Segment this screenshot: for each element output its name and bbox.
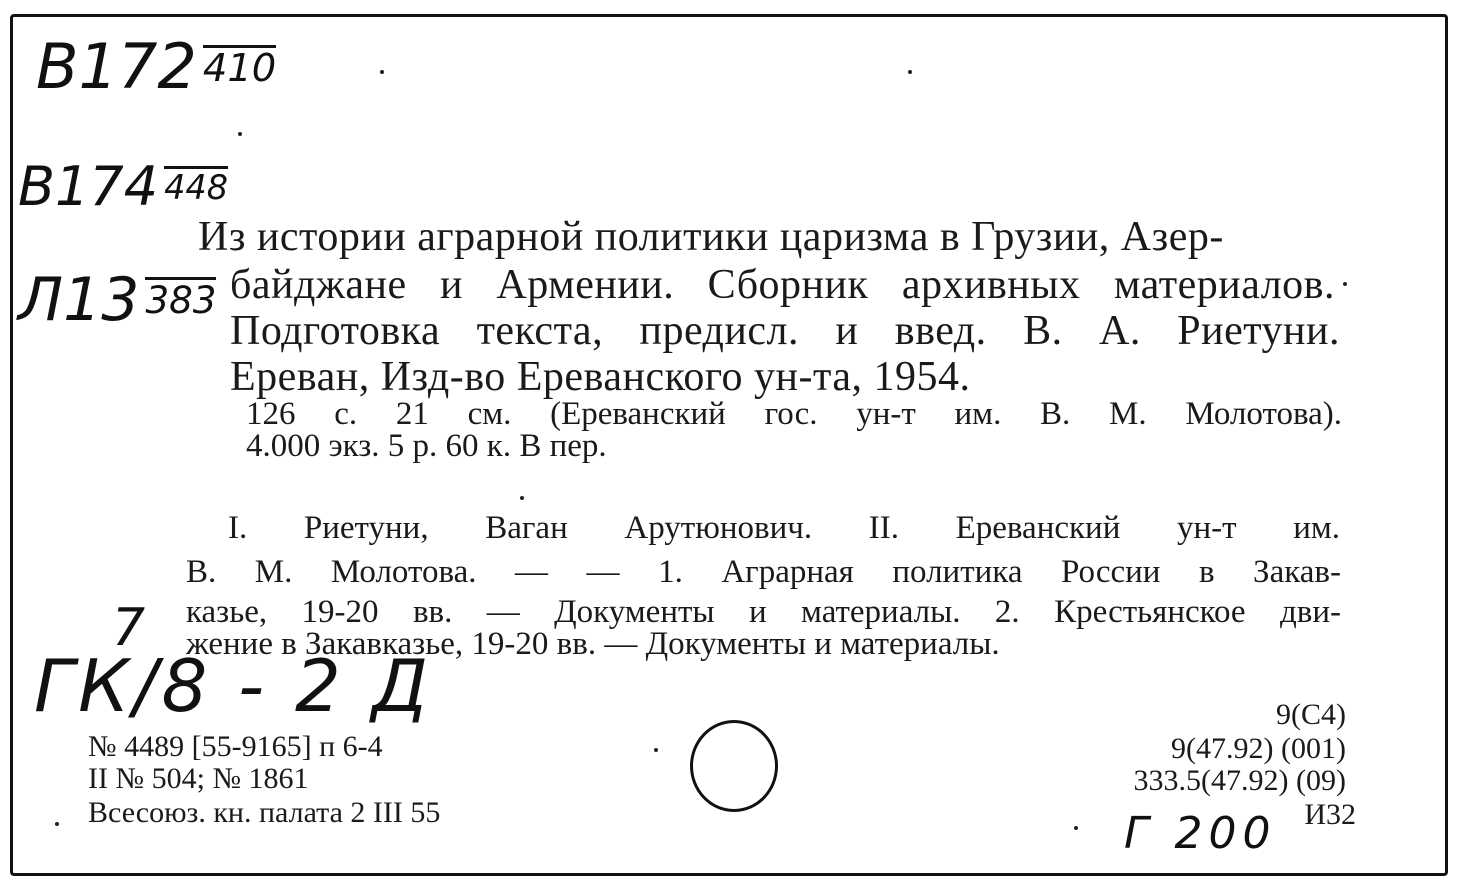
scan-speck [380,70,384,74]
scan-speck [520,496,524,500]
subject-line-4: жение в Закавказье, 19-20 вв. — Документы и материалы. [186,626,1000,662]
classification-line-4: И32 [1304,798,1356,831]
title-line-4: Ереван, Изд-во Ереванского ун-та, 1954. [230,354,971,400]
classification-line-1: 9(С4) [1276,698,1346,731]
subject-line-2: В. М. Молотова. — — 1. Аграрная политика России в Закав- [186,554,1341,590]
footer-left-line-3: Всесоюз. кн. палата 2 III 55 [88,796,441,829]
handwritten-code-5: 7 [112,598,146,658]
physical-line-1: 126 с. 21 см. (Ереванский гос. ун-т им. В. М. Молотова). [246,396,1342,432]
scan-speck [55,822,59,826]
footer-left-line-2: II № 504; № 1861 [88,762,309,795]
classification-line-3: 333.5(47.92) (09) [1133,764,1346,797]
stamp-circle [690,720,778,812]
scan-speck [1074,826,1078,830]
handwritten-code-4: ГК/8 - 2 Д [34,644,432,728]
footer-left-line-1: № 4489 [55-9165] п 6-4 [88,730,383,763]
subject-line-1: I. Риетуни, Ваган Арутюнович. II. Ереванский ун-т им. [228,510,1340,546]
title-line-1: Из истории аграрной политики царизма в Грузии, Азер- [198,214,1224,260]
scan-speck [654,748,658,752]
handwritten-code-6: Г 200 [1124,808,1277,859]
title-line-2: байджане и Армении. Сборник архивных материалов. [230,262,1335,308]
physical-line-2: 4.000 экз. 5 р. 60 к. В пер. [246,428,607,464]
handwritten-code-3: Л13 383 [18,265,217,335]
scan-speck [908,70,912,74]
handwritten-code-2: В174 448 [18,155,229,218]
handwritten-code-1: В172 410 [36,30,277,103]
title-line-3: Подготовка текста, предисл. и введ. В. А. Риетуни. [230,308,1340,354]
subject-line-3: казье, 19-20 вв. — Документы и материалы. 2. Крестьянское дви- [186,594,1341,630]
classification-line-2: 9(47.92) (001) [1171,732,1346,765]
scan-speck [238,132,242,136]
scan-speck [1343,282,1347,286]
